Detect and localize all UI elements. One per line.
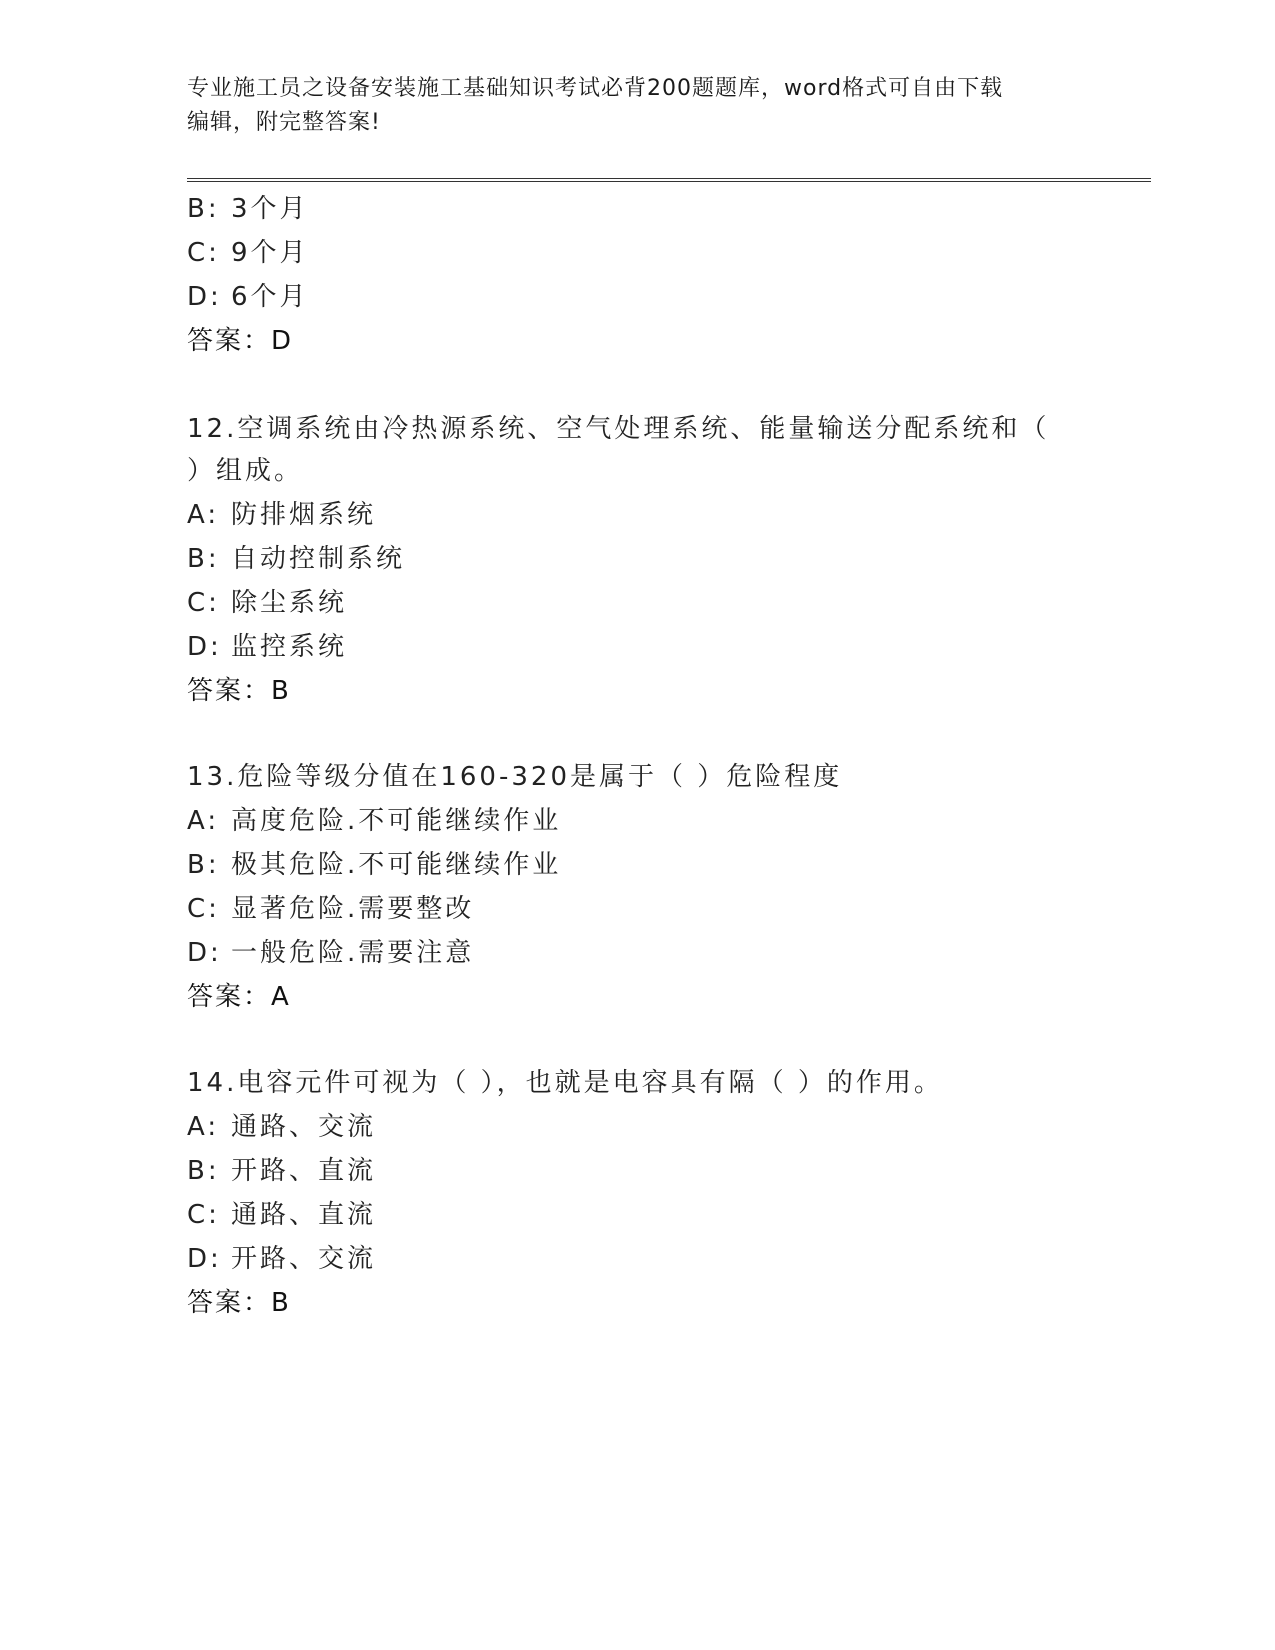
option-text: 开路、交流	[231, 1244, 377, 1274]
option-text: 通路、交流	[231, 1112, 377, 1142]
document-header	[187, 72, 1067, 140]
option-row	[187, 888, 474, 925]
option-text: 9个月	[231, 238, 309, 268]
option-row	[187, 188, 309, 225]
option-key: D:	[187, 938, 222, 968]
question-stem-12-cont: ）组成。	[187, 456, 304, 486]
option-text: 监控系统	[231, 632, 348, 662]
option-row	[187, 844, 561, 881]
option-key: B:	[187, 544, 220, 574]
answer-line: 答案：D	[187, 326, 294, 356]
option-key: C:	[187, 588, 220, 618]
header-divider	[187, 178, 1151, 182]
option-key: C:	[187, 894, 220, 924]
question-stem-12: 12.空调系统由冷热源系统、空气处理系统、能量输送分配系统和（	[187, 414, 1050, 444]
option-row	[187, 232, 309, 269]
option-row	[187, 1150, 376, 1187]
option-row	[187, 1194, 376, 1231]
option-row	[187, 276, 309, 313]
option-key: D:	[187, 632, 222, 662]
option-key: C:	[187, 1200, 220, 1230]
option-key: D:	[187, 282, 222, 312]
option-text: 极其危险.不可能继续作业	[231, 850, 562, 880]
option-key: B:	[187, 850, 220, 880]
option-key: B:	[187, 194, 220, 224]
option-key: A:	[187, 806, 220, 836]
option-key: A:	[187, 500, 220, 530]
option-row	[187, 932, 474, 969]
header-title-line-2: 编辑，附完整答案!	[187, 110, 381, 135]
question-stem-13: 13.危险等级分值在160-320是属于（ ）危险程度	[187, 762, 843, 792]
answer-line: 答案：B	[187, 676, 291, 706]
answer-line: 答案：B	[187, 1288, 291, 1318]
option-text: 除尘系统	[231, 588, 348, 618]
question-stem-14: 14.电容元件可视为（ ），也就是电容具有隔（ ）的作用。	[187, 1068, 943, 1098]
option-text: 6个月	[231, 282, 309, 312]
option-text: 一般危险.需要注意	[231, 938, 475, 968]
option-text: 显著危险.需要整改	[231, 894, 475, 924]
option-text: 防排烟系统	[231, 500, 377, 530]
header-title-line-1: 专业施工员之设备安装施工基础知识考试必背200题题库，word格式可自由下载	[187, 76, 1004, 101]
option-row	[187, 800, 561, 837]
option-row	[187, 538, 405, 575]
option-text: 开路、直流	[231, 1156, 377, 1186]
answer-line: 答案：A	[187, 982, 291, 1012]
option-row	[187, 1106, 376, 1143]
option-row	[187, 582, 347, 619]
option-text: 高度危险.不可能继续作业	[231, 806, 562, 836]
option-key: B:	[187, 1156, 220, 1186]
option-text: 3个月	[231, 194, 309, 224]
option-key: D:	[187, 1244, 222, 1274]
option-text: 自动控制系统	[231, 544, 406, 574]
option-key: C:	[187, 238, 220, 268]
option-key: A:	[187, 1112, 220, 1142]
option-row	[187, 626, 347, 663]
option-text: 通路、直流	[231, 1200, 377, 1230]
option-row	[187, 1238, 376, 1275]
option-row	[187, 494, 376, 531]
